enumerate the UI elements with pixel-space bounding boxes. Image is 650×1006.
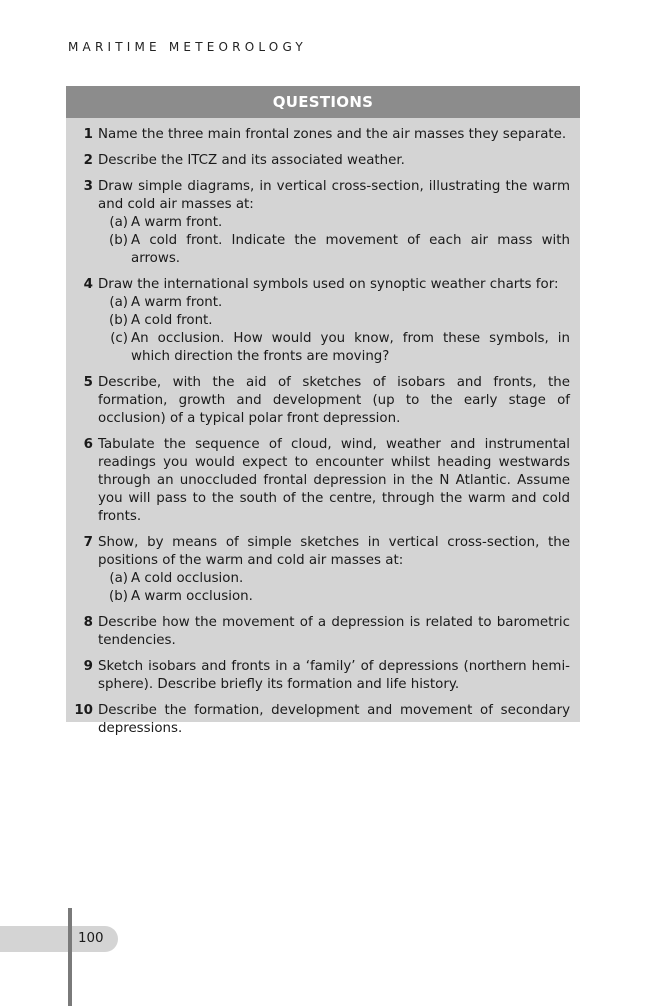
question-text: Name the three main frontal zones and the air masses they separate. [98, 127, 567, 142]
question-body [98, 126, 570, 144]
sub-question-label: (b) [109, 589, 128, 604]
question-item [66, 374, 580, 428]
page-number: 100 [78, 931, 104, 946]
running-head: MARITIME METEOROLOGY [68, 40, 307, 54]
question-body [98, 658, 570, 694]
sub-question-text: A warm front. [131, 215, 223, 230]
question-item [66, 436, 580, 526]
question-item [66, 702, 580, 738]
sub-question-text: A cold occlusion. [131, 571, 244, 586]
question-item [66, 276, 580, 366]
sub-question-label: (c) [110, 331, 128, 346]
sub-question-text: A warm occlusion. [131, 589, 253, 604]
question-item [66, 126, 580, 144]
question-item [66, 152, 580, 170]
question-text: Describe how the movement of a depression is related to barometric tendencies. [98, 615, 570, 648]
question-text: Draw simple diagrams, in vertical cross-section, illustrating the warm and cold air masses at: [98, 179, 570, 212]
question-number: 5 [83, 375, 93, 390]
questions-box [66, 86, 580, 736]
sub-question-label: (a) [109, 215, 128, 230]
question-number: 6 [83, 437, 93, 452]
question-item [66, 534, 580, 606]
sub-question-label: (b) [109, 313, 128, 328]
sub-question-label: (b) [109, 233, 128, 248]
question-item [66, 178, 580, 268]
question-body [98, 276, 570, 366]
sub-question-label: (a) [109, 295, 128, 310]
question-text: Tabulate the sequence of cloud, wind, weather and instrumental readings you would expect to encounter whilst heading westwards through an unoccluded frontal depression in the N Atlantic. Assume you will pass to the south of the centre, through the warm and cold fronts. [98, 437, 570, 524]
question-number: 10 [74, 703, 93, 718]
question-body [98, 702, 570, 738]
question-number: 1 [83, 127, 93, 142]
question-body [98, 178, 570, 268]
questions-title: QUESTIONS [66, 86, 580, 118]
question-text: Show, by means of simple sketches in vertical cross-section, the positions of the warm and cold air masses at: [98, 535, 570, 568]
sub-question [98, 570, 570, 588]
question-number: 2 [83, 153, 93, 168]
question-text: Describe the formation, development and movement of secondary depressions. [98, 703, 570, 736]
question-text: Sketch isobars and fronts in a ‘family’ of depressions (northern hemi-sphere). Describe briefly its formation and life history. [98, 659, 570, 692]
question-text: Describe, with the aid of sketches of isobars and fronts, the formation, growth and development (up to the early stage of occlusion) of a typical polar front depression. [98, 375, 570, 426]
question-body [98, 436, 570, 526]
question-item [66, 614, 580, 650]
question-number: 3 [83, 179, 93, 194]
sub-question [98, 312, 570, 330]
sub-question [98, 294, 570, 312]
question-number: 7 [83, 535, 93, 550]
question-body [98, 534, 570, 606]
sub-question-text: A warm front. [131, 295, 223, 310]
question-number: 4 [83, 277, 93, 292]
sub-question-text: A cold front. Indicate the movement of each air mass with arrows. [131, 233, 570, 266]
question-text: Draw the international symbols used on synoptic weather charts for: [98, 277, 559, 292]
page-edge-bar [68, 908, 72, 1006]
sub-question [98, 588, 570, 606]
sub-question [98, 330, 570, 366]
sub-question [98, 214, 570, 232]
question-body [98, 614, 570, 650]
sub-question-label: (a) [109, 571, 128, 586]
sub-question [98, 232, 570, 268]
sub-question-text: A cold front. [131, 313, 213, 328]
question-list [66, 118, 580, 738]
question-item [66, 658, 580, 694]
question-body [98, 374, 570, 428]
question-number: 9 [83, 659, 93, 674]
question-text: Describe the ITCZ and its associated weather. [98, 153, 405, 168]
sub-question-text: An occlusion. How would you know, from these symbols, in which direction the fronts are moving? [131, 331, 570, 364]
question-body [98, 152, 570, 170]
question-number: 8 [83, 615, 93, 630]
